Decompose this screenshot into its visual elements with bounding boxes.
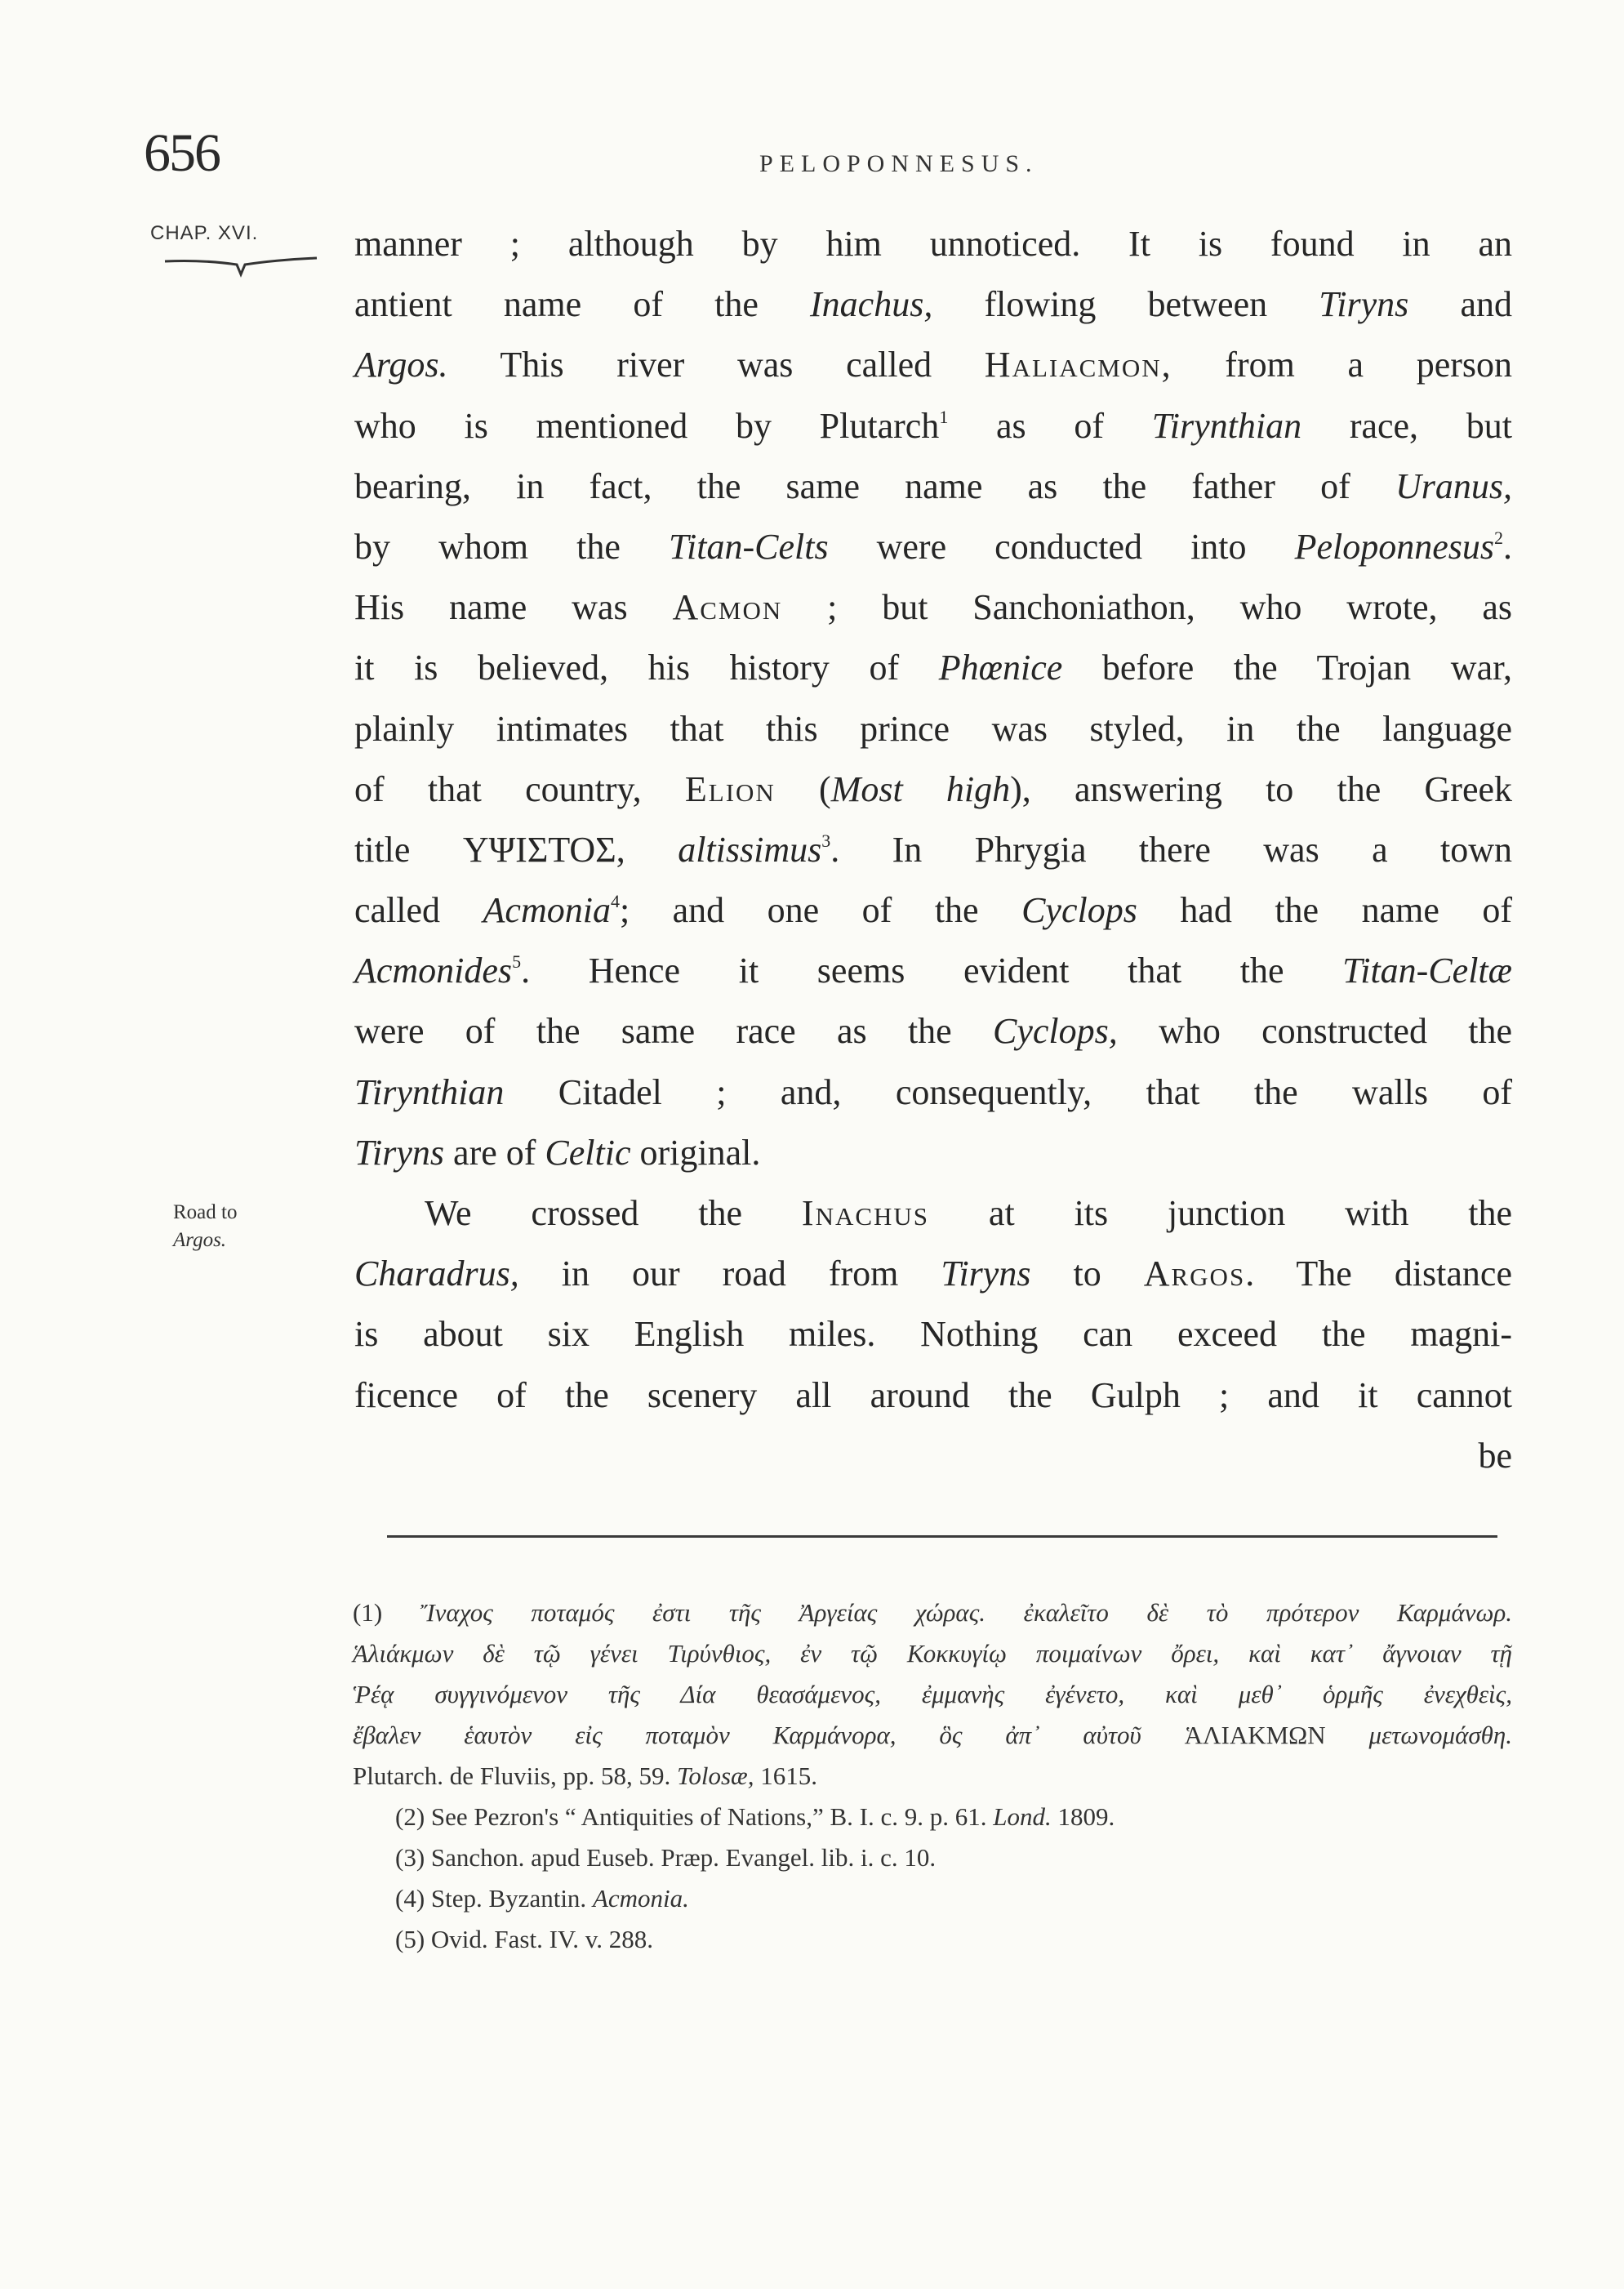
footnote-ref: 2	[1494, 527, 1503, 548]
catchword: be	[1478, 1435, 1512, 1476]
margin-chapter-label: CHAP. XVI.	[150, 222, 259, 244]
margin-note-road-place: Argos.	[173, 1229, 227, 1251]
page-number: 656	[144, 123, 220, 183]
footnote-ref: 5	[512, 951, 522, 973]
text-line: bearing, in fact, the same name as the father of Uranus,	[354, 465, 1512, 506]
margin-note-road	[173, 1199, 237, 1254]
footnote-1-line: ἔβαλεν ἑαυτὸν εἰς ποταμὸν Καρμάνορα, ὃς ἀπ᾽ αὐτοῦ ἉΛΙΑΚΜΩΝ μετωνομάσθη.	[353, 1721, 1513, 1749]
footnote-3: (3) Sanchon. apud Euseb. Præp. Evangel. lib. i. c. 10.	[395, 1843, 937, 1872]
text-line: Tiryns are of Celtic original.	[354, 1132, 761, 1173]
footnote-1-source: Plutarch. de Fluviis, pp. 58, 59. Tolosæ, 1615.	[353, 1761, 817, 1790]
footnote-1-line: Ἁλιάκμων δὲ τῷ γένει Τιρύνθιος, ἐν τῷ Κοκκυγίῳ ποιμαίνων ὄρει, καὶ κατ᾽ ἄγνοιαν τῇ	[353, 1639, 1512, 1668]
text-line: by whom the Titan-Celts were conducted into Peloponnesus$^2$.	[354, 526, 1512, 567]
body-text	[354, 214, 1512, 1486]
text-line: plainly intimates that this prince was styled, in the language	[354, 708, 1512, 749]
text-line: of that country, Elion (Most high), answering to the Greek	[354, 768, 1513, 809]
text-line: is about six English miles. Nothing can exceed the magni-	[354, 1314, 1512, 1355]
text-line: ficence of the scenery all around the Gulph ; and it cannot	[354, 1374, 1512, 1415]
footnote-1-line: Ῥέᾳ συγγινόμενον τῆς Δία θεασάμενος, ἐμμανὴς ἐγένετο, καὶ μεθ᾽ ὁρμῆς ἐνεχθεὶς,	[353, 1680, 1512, 1708]
text-line: title ΥΨΙΣΤΟΣ, altissimus$^3$. In Phrygia there was a town	[354, 829, 1512, 870]
footnote-4: (4) Step. Byzantin. Acmonia.	[395, 1884, 689, 1913]
text-line: antient name of the Inachus, flowing between Tiryns and	[354, 284, 1512, 325]
text-line: who is mentioned by Plutarch$^1$ as of Tirynthian race, but	[354, 405, 1512, 446]
footnote-5: (5) Ovid. Fast. IV. v. 288.	[395, 1925, 654, 1953]
footnote-ref: 1	[939, 406, 949, 427]
text-line: manner ; although by him unnoticed. It is found in an	[354, 224, 1512, 264]
footnote-rule	[387, 1535, 1497, 1538]
footnote-ref: 3	[821, 830, 831, 851]
chapter-brace-ornament	[163, 256, 318, 278]
footnotes	[353, 1592, 1512, 1960]
running-head: PELOPONNESUS.	[759, 150, 1039, 177]
text-line: His name was Acmon ; but Sanchoniathon, who wrote, as	[354, 587, 1512, 628]
footnote-ref: 4	[610, 891, 620, 912]
text-line: Acmonides$^5$. Hence it seems evident that the Titan-Celtæ	[354, 951, 1512, 991]
text-line: Charadrus, in our road from Tiryns to Argos. The distance	[354, 1254, 1512, 1294]
text-line: called Acmonia$^4$; and one of the Cyclops had the name of	[354, 890, 1512, 931]
text-line: Argos. This river was called Haliacmon, from a person	[354, 345, 1512, 385]
text-line: Tirynthian Citadel ; and, consequently, that the walls of	[354, 1071, 1512, 1112]
text-line: it is believed, his history of Phœnice before the Trojan war,	[354, 648, 1512, 688]
footnote-1: (1) Ἴναχος ποταμός ἐστι τῆς Ἀργείας χώρας. ἐκαλεῖτο δὲ τὸ πρότερον Καρμάνωρ.	[353, 1598, 1512, 1627]
text-line: We crossed the Inachus at its junction with the	[425, 1193, 1512, 1233]
margin-note-road-label: Road to	[173, 1201, 238, 1223]
footnote-2: (2) See Pezron's “ Antiquities of Nations,” B. I. c. 9. p. 61. Lond. 1809.	[395, 1802, 1115, 1831]
text-line: were of the same race as the Cyclops, who constructed the	[354, 1011, 1513, 1052]
